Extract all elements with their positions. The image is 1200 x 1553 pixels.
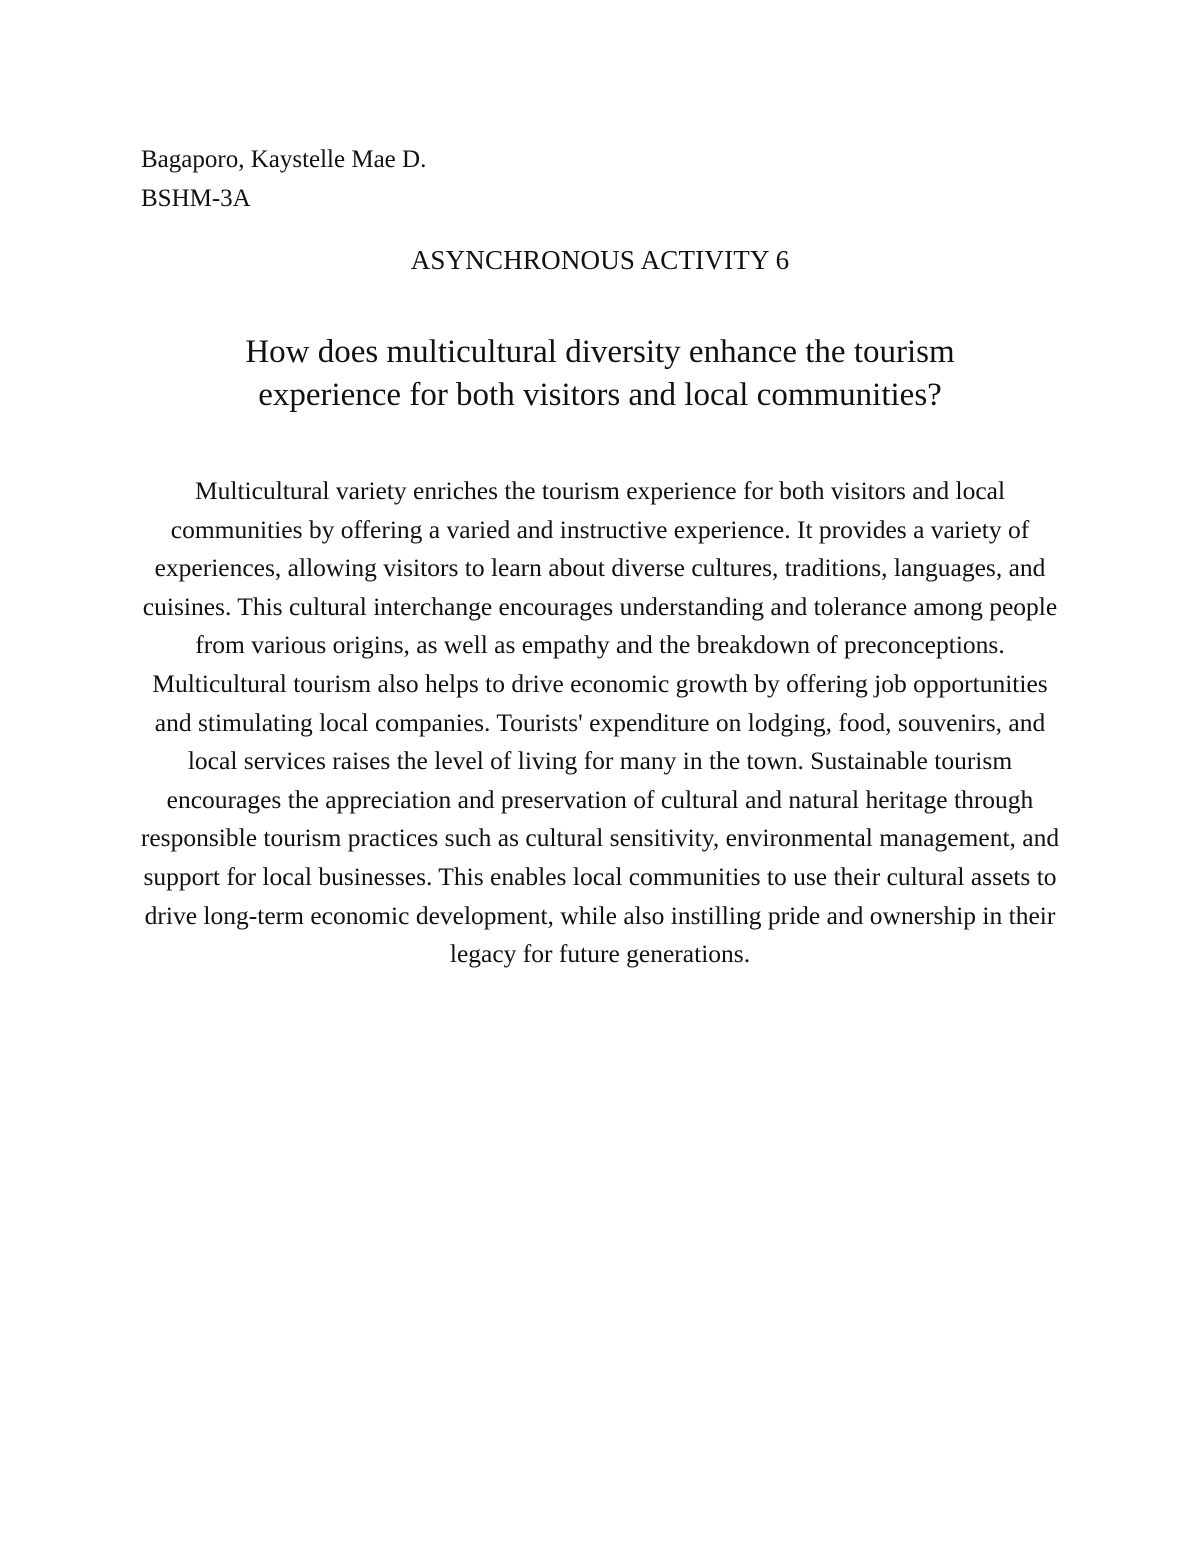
- student-section: BSHM-3A: [141, 185, 251, 212]
- activity-title: ASYNCHRONOUS ACTIVITY 6: [410, 245, 790, 275]
- student-name: Bagaporo, Kaystelle Mae D.: [141, 146, 427, 173]
- activity-question: How does multicultural diversity enhance the tourism experience for both visitors and local communities?: [245, 334, 955, 413]
- activity-answer: Multicultural variety enriches the tourism experience for both visitors and local communities by offering a varied and instructive experience. It provides a variety of experiences, allowing visitors to learn about diverse cultures, traditions, languages, and cuisines. This cultural interchange encourages understanding and tolerance among people from various origins, as well as empathy and the breakdown of preconceptions. Multicultural tourism also helps to drive economic growth by offering job opportunities and stimulating local companies. Tourists' expenditure on lodging, food, souvenirs, and local services raises the level of living for many in the town. Sustainable tourism encourages the appreciation and preservation of cultural and natural heritage through responsible tourism practices such as cultural sensitivity, environmental management, and support for local businesses. This enables local communities to use their cultural assets to drive long-term economic development, while also instilling pride and ownership in their legacy for future generations.: [140, 476, 1060, 969]
